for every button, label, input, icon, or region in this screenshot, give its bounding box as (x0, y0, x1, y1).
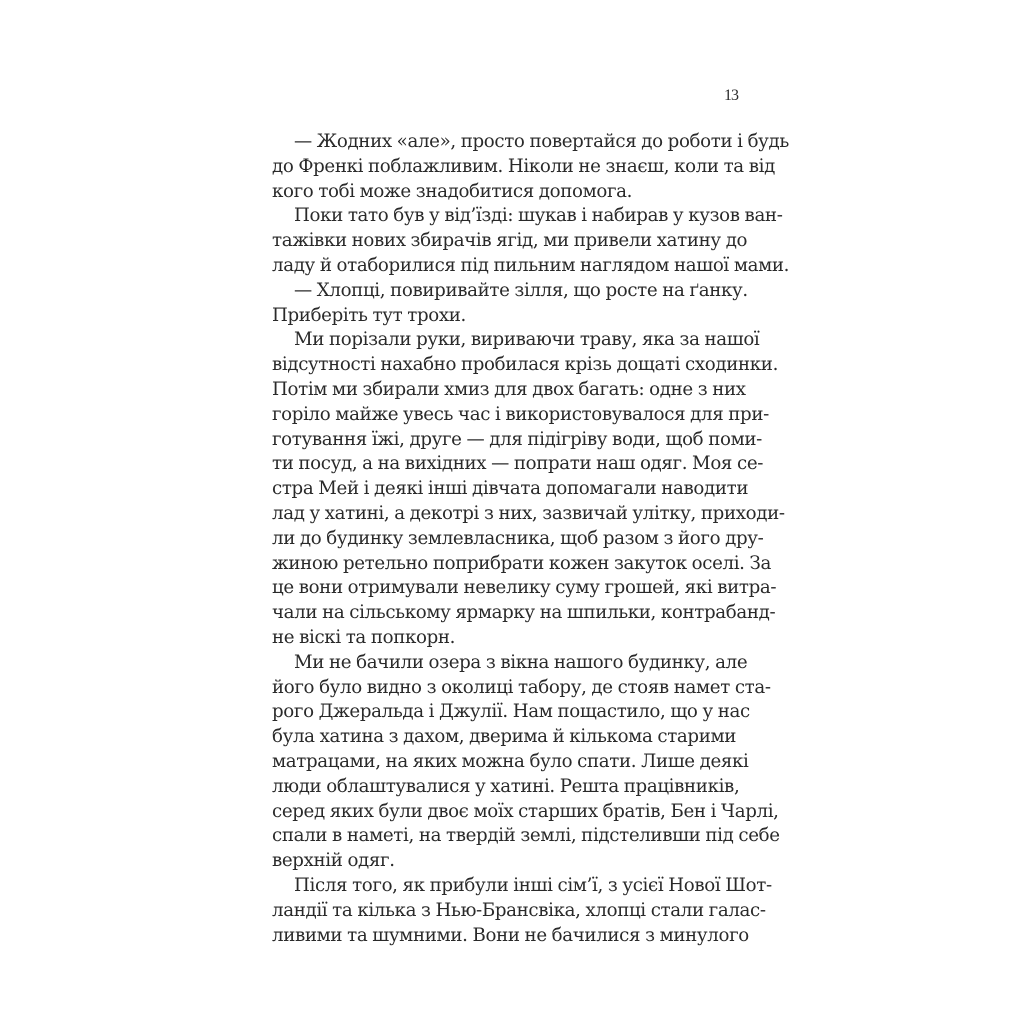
text-line: лад у хатині, а декотрі з них, зазвичай улітку, приходи- (272, 502, 785, 524)
text-line: готування їжі, друге — для підігріву води, щоб поми- (272, 428, 762, 450)
text-line: Потім ми збирали хмиз для двох багать: одне з них (272, 378, 746, 400)
text-line: верхній одяг. (272, 850, 395, 872)
body-text (272, 130, 790, 948)
text-line: Ми порізали руки, вириваючи траву, яка за нашої (294, 329, 760, 351)
text-line: ти посуд, а на вихідних — попрати наш одяг. Моя се- (272, 453, 764, 475)
text-line: ландії та кілька з Нью-Брансвіка, хлопці стали галас- (272, 899, 766, 921)
text-line: матрацами, на яких можна було спати. Лише деякі (272, 750, 749, 772)
page-number: 13 (724, 87, 738, 104)
text-line: була хатина з дахом, дверима й кількома старими (272, 726, 737, 748)
text-line: тажівки нових збирачів ягід, ми привели хатину до (272, 230, 748, 252)
text-line: чали на сільському ярмарку на шпильки, контрабанд- (272, 602, 776, 624)
text-line: серед яких були двоє моїх старших братів, Бен і Чарлі, (272, 800, 779, 822)
text-line: ливими та шумними. Вони не бачилися з минулого (272, 924, 749, 946)
text-line: спали в наметі, на твердій землі, підстеливши під себе (272, 825, 780, 847)
text-line: — Жодних «але», просто повертайся до роботи і будь (294, 131, 789, 152)
text-line: ладу й отаборилися під пильним наглядом нашої мами. (272, 254, 790, 276)
text-line: горіло майже увесь час і використовувалося для при- (272, 403, 769, 425)
text-line: рого Джеральда і Джулії. Нам пощастило, що у нас (272, 701, 750, 723)
text-line: ли до будинку землевласника, щоб разом з його дру- (272, 527, 764, 549)
text-line: Поки тато був у від’їзді: шукав і набирав у кузов ван- (294, 205, 783, 227)
text-line: це вони отримували невелику суму грошей, які витра- (272, 577, 777, 599)
paragraph (272, 328, 785, 650)
text-line: його було видно з околиці табору, де стояв намет ста- (272, 676, 771, 698)
text-line: стра Мей і деякі інші дівчата допомагали наводити (272, 478, 749, 500)
text-line: не віскі та попкорн. (272, 626, 456, 648)
text-line: — Хлопці, повиривайте зілля, що росте на ґанку. (294, 279, 748, 301)
text-line: Ми не бачили озера з вікна нашого будинку, але (294, 651, 748, 673)
paragraph (272, 651, 780, 874)
text-line: Приберіть тут трохи. (272, 304, 466, 326)
paragraph (272, 874, 772, 948)
text-line: жиною ретельно поприбрати кожен закуток оселі. За (272, 552, 772, 574)
text-line: до Френкі поблажливим. Ніколи не знаєш, коли та від (272, 155, 775, 177)
text-line: кого тобі може знадобитися допомога. (272, 180, 633, 202)
text-line: люди облаштувалися у хатині. Решта працівників, (272, 775, 740, 797)
paragraph (272, 279, 748, 329)
text-line: відсутності нахабно пробилася крізь дощаті сходинки. (272, 354, 779, 376)
text-line: Після того, як прибули інші сім’ї, з усієї Нової Шот- (294, 874, 772, 896)
paragraph (272, 204, 790, 278)
paragraph (272, 130, 789, 204)
